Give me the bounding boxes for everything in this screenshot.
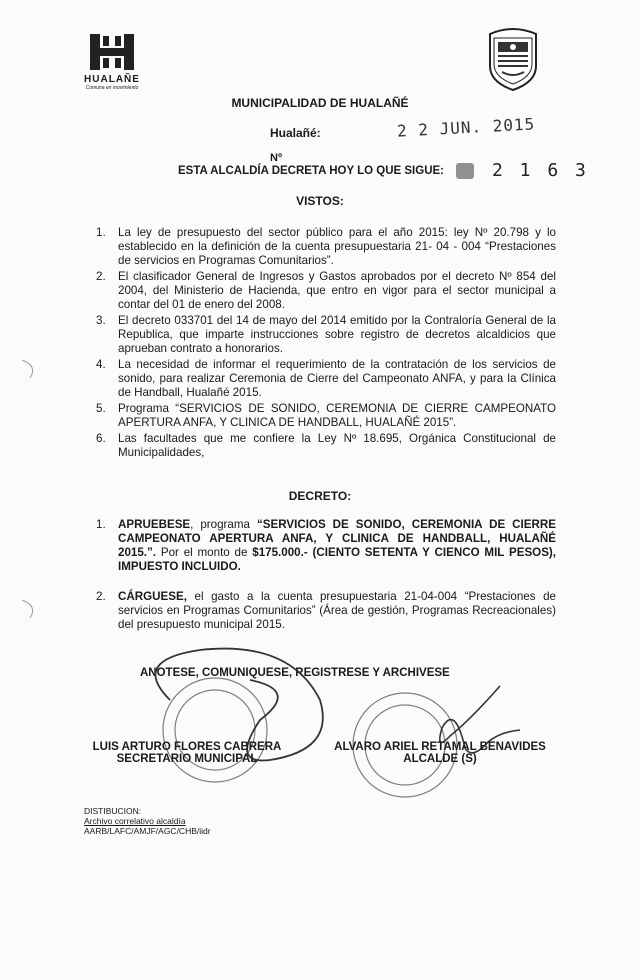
item-text: El decreto 033701 del 14 de mayo del 2014 emitido por la Contraloría General de la Republica, que imparte instrucciones sobre registro de decretos alcaldicios que aprueban contrato a honorarios. xyxy=(118,314,556,355)
item-text: La ley de presupuesto del sector público para el año 2015: ley Nº 20.798 y lo establecido en la definición de la cuenta presupuestaria 21- 04 - 004 “Prestaciones de servicios en Programas Comunitarios”. xyxy=(118,226,556,267)
city-label: Hualañé: xyxy=(270,126,321,140)
item-text: La necesidad de informar el requerimiento de la contratación de los servicios de sonido, para realizar Ceremonia de Cierre del Campeonato ANFA, y para la Clínica de Handball, Hualañé 2015. xyxy=(118,358,556,399)
approve-keyword: APRUEBESE xyxy=(118,518,191,531)
secretary-title: SECRETARIO MUNICIPAL xyxy=(116,753,258,765)
item-text: El clasificador General de Ingresos y Gastos aprobados por el decreto Nº 854 del 2004, del Ministerio de Hacienda, que entro en vigor para el sector municipal a contar del 01 de enero del 2008. xyxy=(118,270,556,311)
item-number: 4. xyxy=(96,358,106,371)
secretary-seal xyxy=(163,678,267,782)
item-number: 1. xyxy=(96,226,106,239)
item-number: 3. xyxy=(96,314,106,327)
hualane-logo-tagline: Comuna en movimiento xyxy=(85,85,139,91)
distribution-block xyxy=(84,806,211,836)
decree-number: 2 1 6 3 xyxy=(492,160,589,181)
distribution-initials: AARB/LAFC/AMJF/AGC/CHB/iidr xyxy=(84,826,211,836)
mayor-name: ALVARO ARIEL RETAMAL BENAVIDES xyxy=(334,741,546,753)
distribution-archive: Archivo correlativo alcaldía xyxy=(84,816,186,826)
charge-keyword: CÁRGUESE, xyxy=(118,590,187,603)
program-name: “SERVICIOS DE SONIDO, CEREMONIA DE CIERRE CAMPEONATO APERTURA ANFA, Y CLINICA DE HANDBALL, HUALAÑÉ 2015.”. xyxy=(118,518,556,559)
date-stamp: 2 2 JUN. 2015 xyxy=(396,114,536,141)
item-text: Las facultades que me confiere la Ley Nº 18.695, Orgánica Constitucional de Municipalidades, xyxy=(118,432,556,459)
item-text: Por el monto de xyxy=(156,546,253,559)
mayor-signature-block xyxy=(310,741,570,765)
distribution-heading: DISTIBUCION: xyxy=(84,806,142,816)
item-number: 6. xyxy=(96,432,106,445)
mayor-title: ALCALDE (S) xyxy=(403,753,477,765)
item-text: , programa xyxy=(190,518,257,531)
closing-statement: ANOTESE, COMUNIQUESE, REGISTRESE Y ARCHIVESE xyxy=(140,667,450,679)
vistos-heading: VISTOS: xyxy=(296,194,344,208)
item-number: 1. xyxy=(96,518,106,531)
item-number: 2. xyxy=(96,270,106,283)
punch-hole-marks xyxy=(22,360,33,618)
amount-text: $175.000.- (CIENTO SETENTA Y CIENCO MIL PESOS), IMPUESTO INCLUIDO. xyxy=(118,546,557,573)
secretary-signature-block xyxy=(82,741,292,765)
item-text: Programa “SERVICIOS DE SONIDO, CEREMONIA DE CIERRE CAMPEONATO APERTURA ANFA, Y CLINICA DE HANDBALL, HUALAÑÉ 2015”. xyxy=(118,402,556,429)
decree-statement: ESTA ALCALDÍA DECRETA HOY LO QUE SIGUE: xyxy=(178,165,444,177)
document-title: MUNICIPALIDAD DE HUALAÑÉ xyxy=(231,96,409,110)
item-text: el gasto a la cuenta presupuestaria 21-04-004 “Prestaciones de servicios en Programas Comunitarios” (Área de gestión, Programas Recreacionales) del presupuesto municipal 2015. xyxy=(118,590,556,631)
number-label: Nº xyxy=(270,152,282,164)
distribution-line xyxy=(84,816,211,826)
decreto-heading: DECRETO: xyxy=(288,489,352,503)
secretary-name: LUIS ARTURO FLORES CABRERA xyxy=(92,741,282,753)
item-number: 2. xyxy=(96,590,106,603)
hualane-logo-name: HUALAÑE xyxy=(84,74,140,85)
item-number: 5. xyxy=(96,402,106,415)
